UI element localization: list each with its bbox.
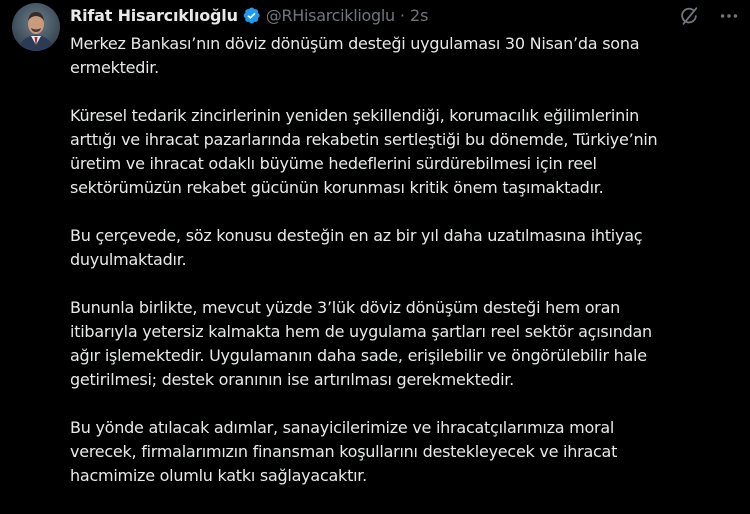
handle[interactable]: @RHisarciklioglu	[265, 5, 395, 25]
display-name[interactable]: Rifat Hisarcıklıoğlu	[70, 5, 238, 25]
tweet-header	[70, 4, 428, 26]
tweet-paragraph: Merkez Bankası’nın döviz dönüşüm desteği uygulaması 30 Nisan’da sona ermektedir.	[70, 34, 640, 77]
separator-dot: ·	[399, 5, 405, 25]
tweet-text	[70, 32, 740, 512]
avatar-photo	[12, 3, 60, 51]
tweet-paragraph: Bu yönde atılacak adımlar, sanayicilerimize ve ihracatçılarımıza moral verecek, firmalarımızın finansman koşullarını destekleyecek ve ihracat hacmimize olumlu katkı sağlayacaktır.	[70, 418, 618, 485]
tweet-paragraph: Küresel tedarik zincirlerinin yeniden şekillendiği, korumacılık eğilimlerinin arttığı ve ihracat pazarlarında rekabetin sertleştiği bu dönemde, Türkiye’nin üretim ve ihracat odaklı büyüme hedeflerini sürdürebilmesi için reel sektörümüzün rekabet gücünün korunması kritik önem taşımaktadır.	[70, 106, 658, 197]
timestamp[interactable]: 2s	[409, 5, 429, 25]
grok-icon[interactable]	[678, 5, 700, 27]
verified-badge-icon	[242, 6, 261, 25]
avatar[interactable]	[12, 3, 60, 51]
more-options-icon[interactable]	[718, 5, 740, 27]
tweet-paragraph: Bu çerçevede, söz konusu desteğin en az bir yıl daha uzatılmasına ihtiyaç duyulmaktadır.	[70, 226, 643, 269]
tweet-actions	[678, 5, 740, 27]
tweet-paragraph: Bununla birlikte, mevcut yüzde 3’lük döviz dönüşüm desteği hem oran itibarıyla yetersiz kalmakta hem de uygulama şartları reel sektör açısından ağır işlemektedir. Uygulamanın daha sade, erişilebilir ve öngörülebilir hale getirilmesi; destek oranının ise artırılması gerekmektedir.	[70, 298, 652, 389]
